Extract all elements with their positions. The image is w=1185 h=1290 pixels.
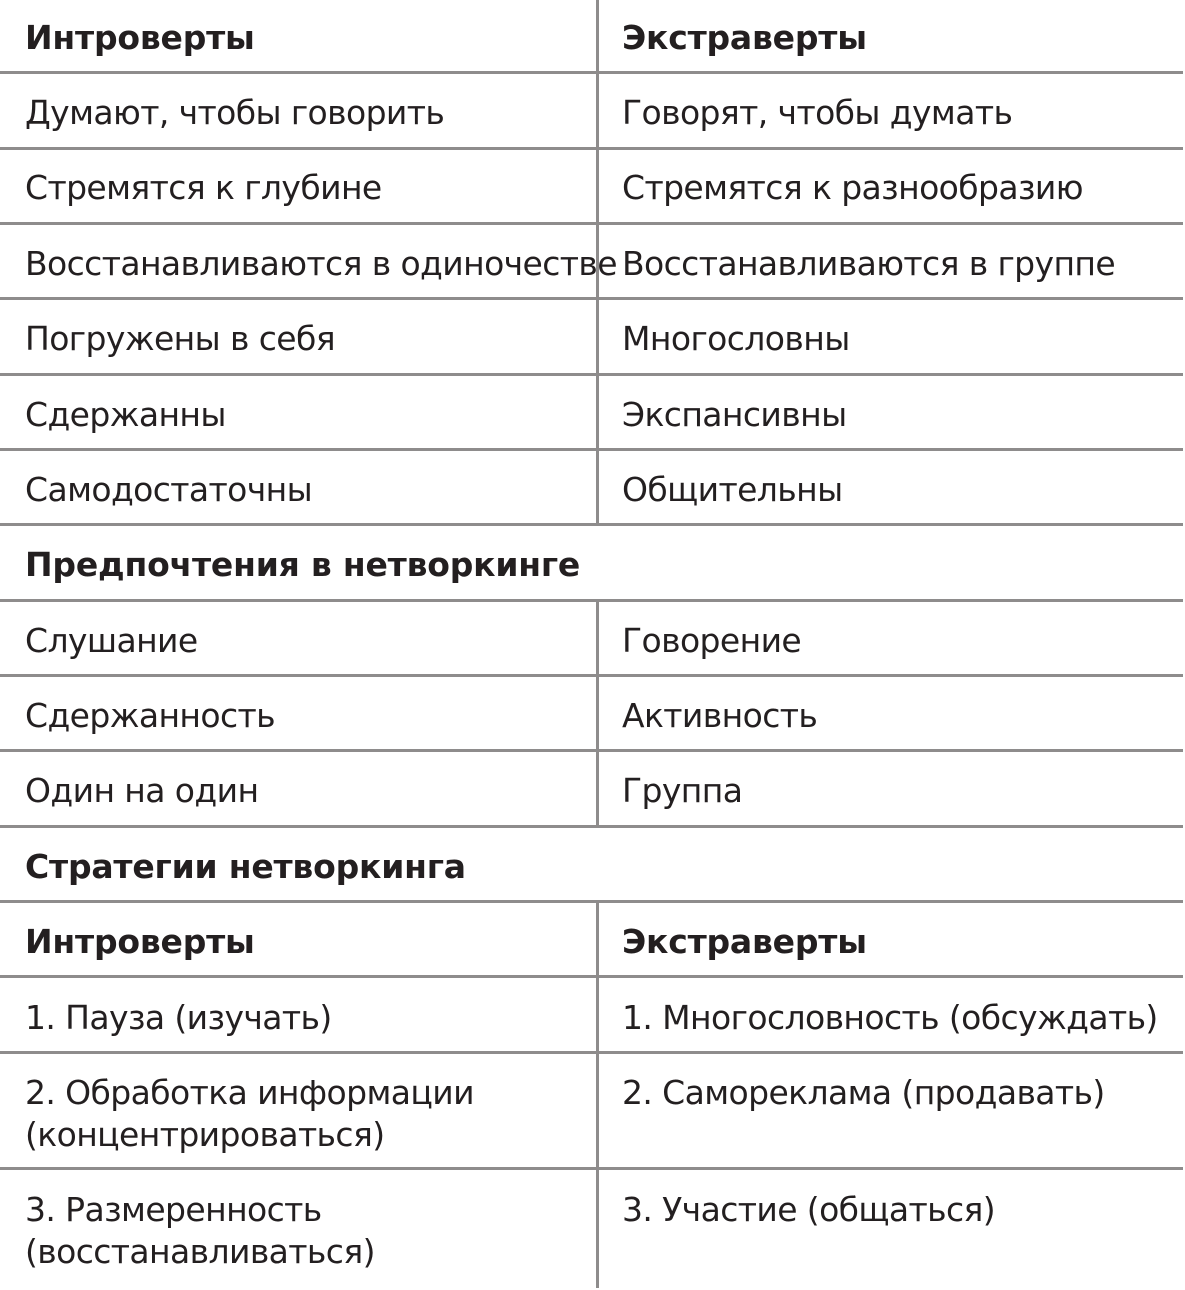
row-divider: [0, 900, 1183, 903]
cell-introverts: 3. Размеренность (восстанавливаться): [25, 1190, 375, 1271]
cell-extraverts: 1. Многословность (обсуждать): [622, 998, 1158, 1037]
cell-introverts: Сдержанность: [25, 696, 276, 735]
column-header-introverts: Интроверты: [25, 922, 255, 961]
row-divider: [0, 71, 1183, 74]
column-divider: [596, 902, 599, 1288]
cell-extraverts: Многословны: [622, 319, 850, 358]
row-divider: [0, 222, 1183, 225]
cell-introverts: 1. Пауза (изучать): [25, 998, 332, 1037]
cell-introverts: Восстанавливаются в одиночестве: [25, 244, 617, 283]
cell-extraverts: Общительны: [622, 470, 843, 509]
cell-extraverts: Говорят, чтобы думать: [622, 93, 1013, 132]
section-title-preferences: Предпочтения в нетворкинге: [25, 545, 581, 584]
column-header-extraverts: Экстраверты: [622, 18, 867, 57]
column-header-extraverts: Экстраверты: [622, 922, 867, 961]
row-divider: [0, 147, 1183, 150]
cell-introverts: Сдержанны: [25, 395, 226, 434]
cell-extraverts: Группа: [622, 771, 743, 810]
cell-introverts: Погружены в себя: [25, 319, 335, 358]
row-divider: [0, 448, 1183, 451]
row-divider: [0, 1051, 1183, 1054]
row-divider: [0, 749, 1183, 752]
cell-extraverts: Экспансивны: [622, 395, 847, 434]
cell-introverts: Один на один: [25, 771, 259, 810]
cell-introverts: Слушание: [25, 621, 198, 660]
cell-introverts: Самодостаточны: [25, 470, 313, 509]
row-divider: [0, 599, 1183, 602]
row-divider: [0, 523, 1183, 526]
row-divider: [0, 674, 1183, 677]
row-divider: [0, 297, 1183, 300]
row-divider: [0, 373, 1183, 376]
cell-extraverts: 3. Участие (общаться): [622, 1190, 996, 1229]
row-divider: [0, 975, 1183, 978]
cell-extraverts: Активность: [622, 696, 818, 735]
cell-extraverts: Говорение: [622, 621, 802, 660]
cell-introverts: Думают, чтобы говорить: [25, 93, 445, 132]
cell-extraverts: Стремятся к разнообразию: [622, 168, 1083, 207]
row-divider: [0, 825, 1183, 828]
row-divider: [0, 1167, 1183, 1170]
cell-introverts: Стремятся к глубине: [25, 168, 382, 207]
cell-extraverts: 2. Самореклама (продавать): [622, 1073, 1105, 1112]
column-header-introverts: Интроверты: [25, 18, 255, 57]
column-divider: [596, 600, 599, 826]
section-title-strategies: Стратегии нетворкинга: [25, 847, 466, 886]
cell-introverts: 2. Обработка информации (концентрироваться): [25, 1073, 474, 1154]
cell-extraverts: Восстанавливаются в группе: [622, 244, 1116, 283]
